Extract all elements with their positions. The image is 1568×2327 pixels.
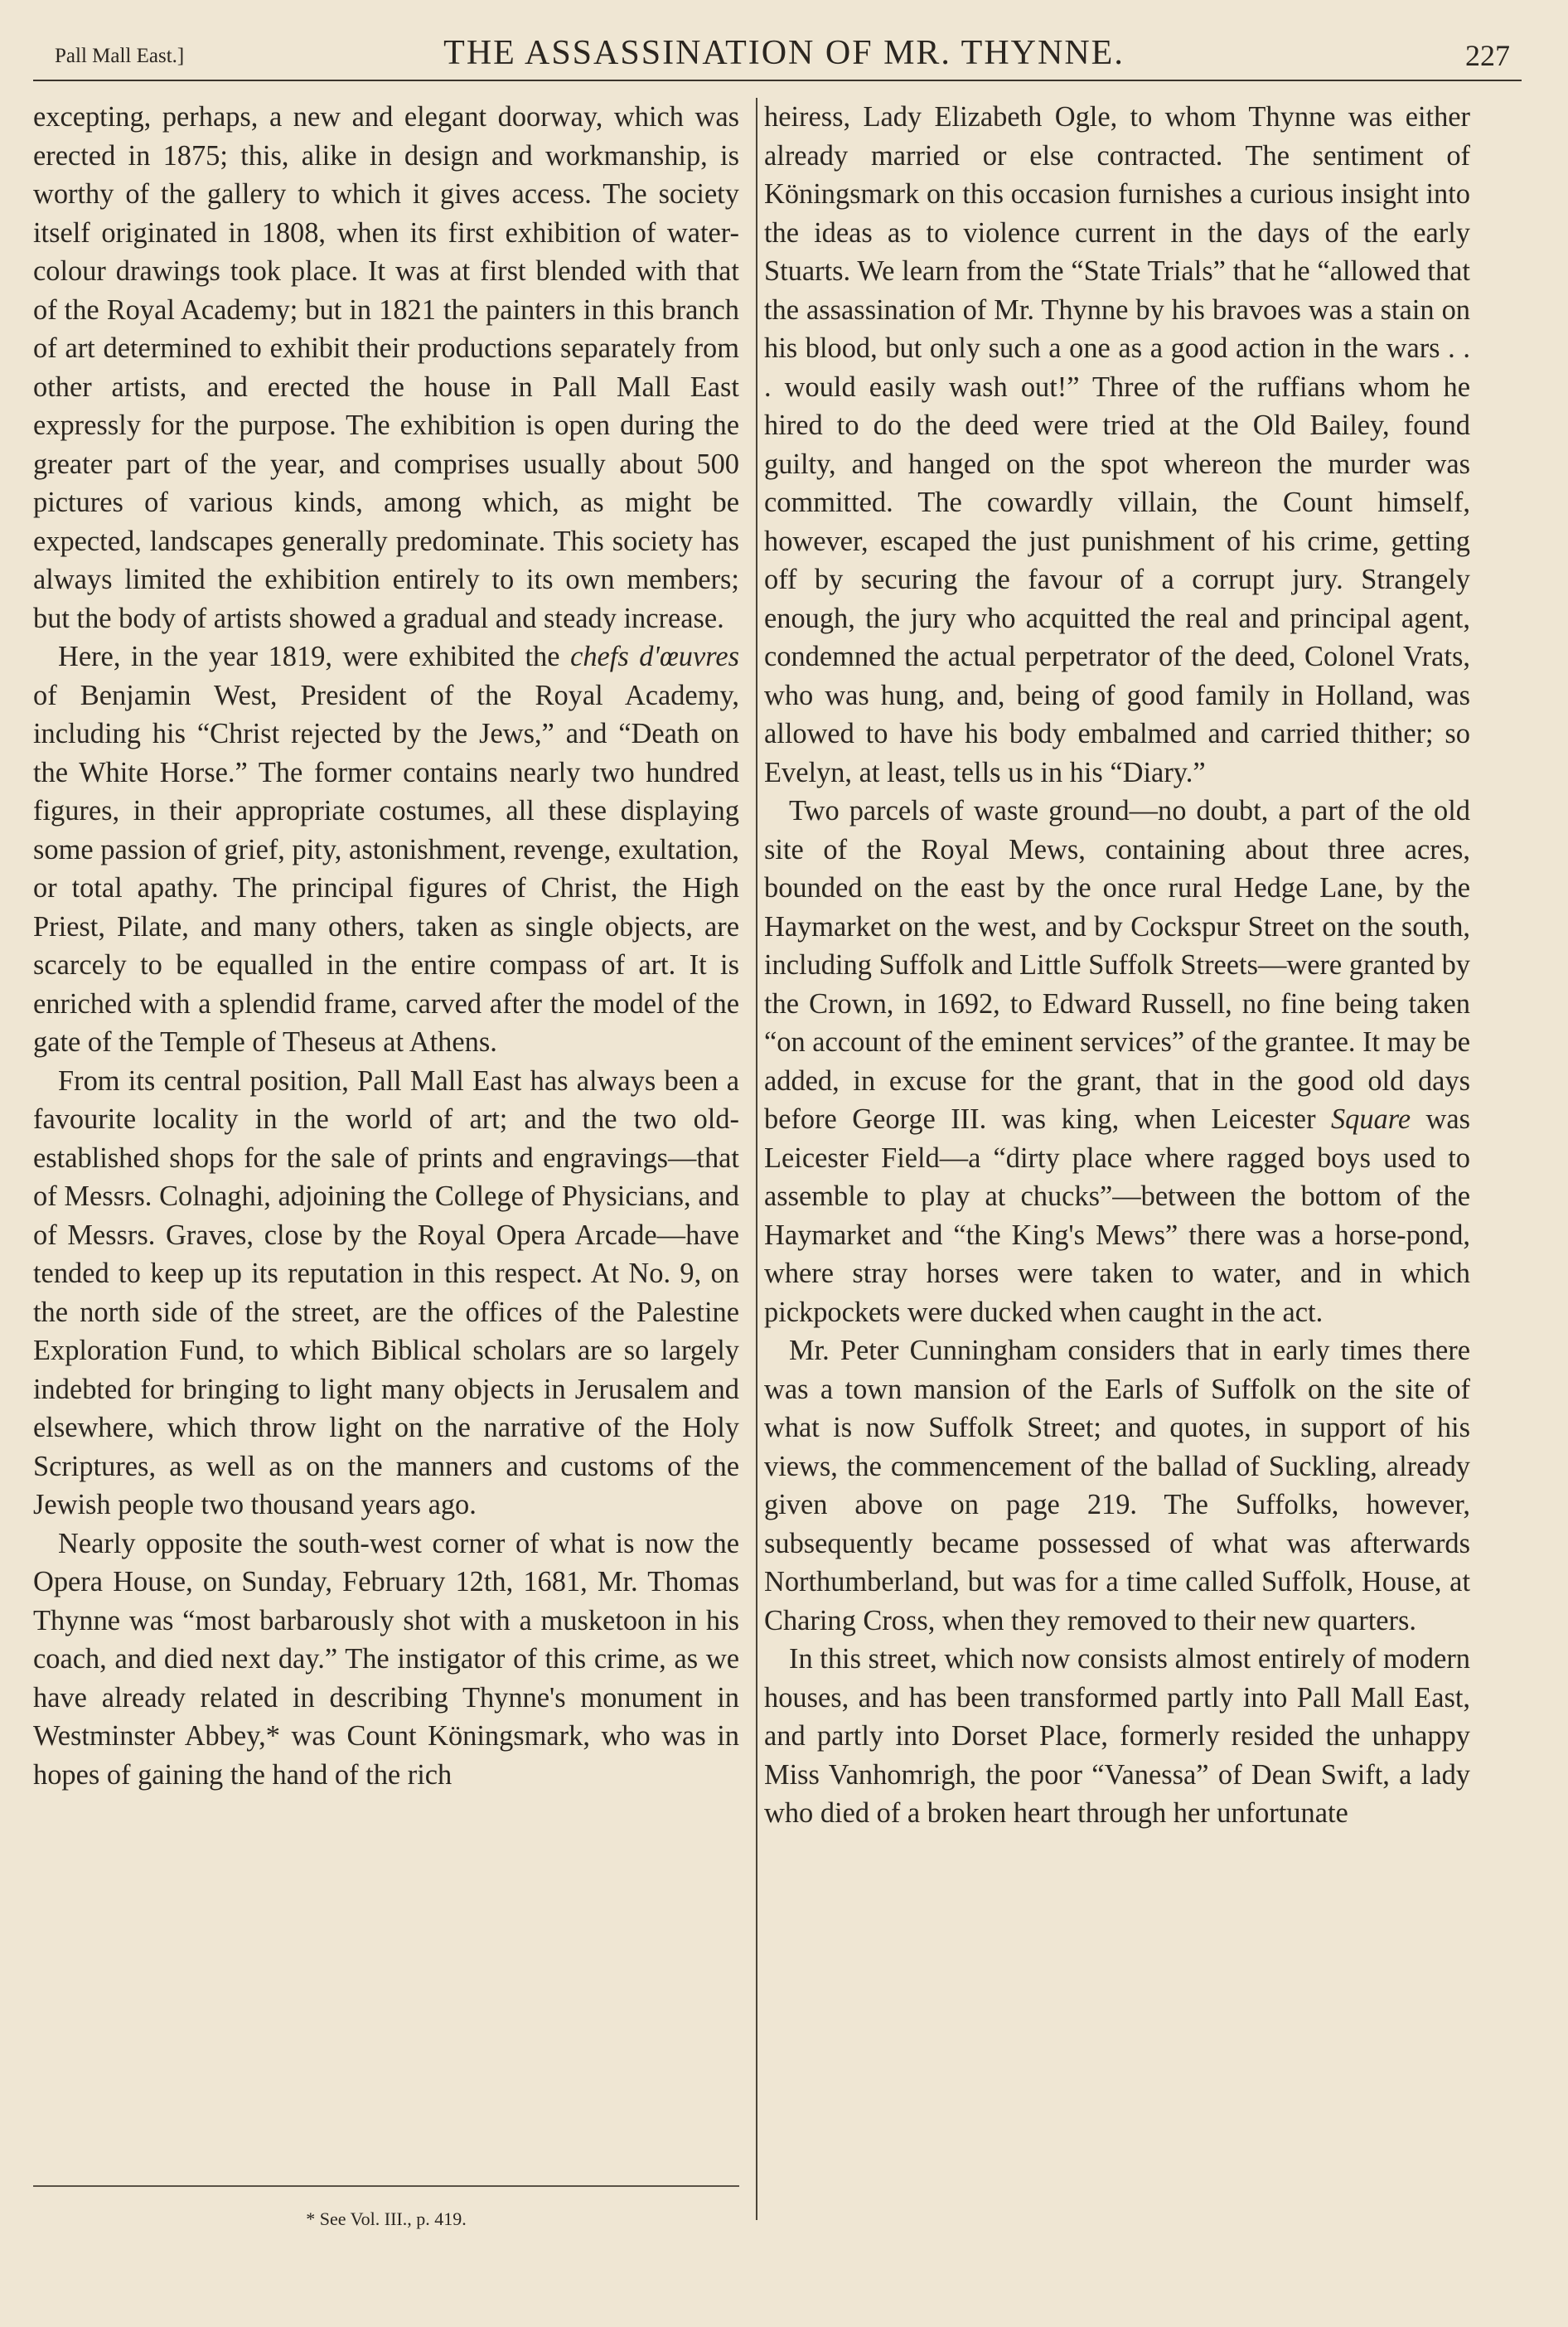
right-column <box>764 98 1470 1833</box>
header-rule <box>33 80 1522 81</box>
paragraph: From its central position, Pall Mall East has always been a favourite locality in the world of art; and the two old-established shops for the sale of prints and engravings—that of Messrs. Colnaghi, adjoining the College of Physicians, and of Messrs. Graves, close by the Royal Opera Arcade—have tended to keep up its reputation in this respect. At No. 9, on the north side of the street, are the offices of the Palestine Exploration Fund, to which Biblical scholars are so largely indebted for bringing to light many objects in Jerusalem and elsewhere, which throw light on the narrative of the Holy Scriptures, as well as on the manners and customs of the Jewish people two thousand years ago. <box>33 1064 739 1520</box>
footnote-rule <box>33 2185 739 2187</box>
paragraph-text: of Benjamin West, President of the Royal Academy, including his “Christ rejected by the Jews,” and “Death on the White Horse.” The former contains nearly two hundred figures, in their appropriate costumes, all these displaying some passion of grief, pity, astonishment, revenge, exultation, or total apathy. The principal figures of Christ, the High Priest, Pilate, and many others, taken as single objects, are scarcely to be equalled in the entire compass of art. It is enriched with a splendid frame, carved after the model of the gate of the Temple of Theseus at Athens. <box>33 679 739 1058</box>
paragraph-text: was Leicester Field—a “dirty place where ragged boys used to assemble to play at chucks”—between the bottom of the Haymarket and “the King's Mews” there was a horse-pond, where stray horses were taken to water, and in which pickpockets were ducked when caught in the act. <box>764 1103 1470 1328</box>
column-divider <box>756 98 757 2220</box>
paragraph: Nearly opposite the south-west corner of what is now the Opera House, on Sunday, February 12th, 1681, Mr. Thomas Thynne was “most barbarously shot with a musketoon in his coach, and died next day.” The instigator of this crime, as we have already related in describing Thynne's monument in Westminster Abbey,* was Count Köningsmark, who was in hopes of gaining the hand of the rich <box>33 1527 739 1791</box>
italic-text: chefs d'œuvres <box>570 641 739 672</box>
italic-text: Square <box>1330 1103 1411 1135</box>
left-column <box>33 98 739 1794</box>
paragraph: heiress, Lady Elizabeth Ogle, to whom Thynne was either already married or else contracted. The sentiment of Köningsmark on this occasion furnishes a curious insight into the ideas as to violence current in the days of the early Stuarts. We learn from the “State Trials” that he “allowed that the assassination of Mr. Thynne by his bravoes was a stain on his blood, but only such a one as a good action in the wars . . . would easily wash out!” Three of the ruffians whom he hired to do the deed were tried at the Old Bailey, found guilty, and hanged on the spot whereon the murder was committed. The cowardly villain, the Count himself, however, escaped the just punishment of his crime, getting off by securing the favour of a corrupt jury. Strangely enough, the jury who acquitted the real and principal agent, condemned the actual perpetrator of the deed, Colonel Vrats, who was hung, and, being of good family in Holland, was allowed to have his body embalmed and carried thither; so Evelyn, at least, tells us in his “Diary.” <box>764 101 1470 788</box>
paragraph: Mr. Peter Cunningham considers that in early times there was a town mansion of the Earls of Suffolk on the site of what is now Suffolk Street; and quotes, in support of his views, the commencement of the ballad of Suckling, already given above on page 219. The Suffolks, however, subsequently became possessed of what was afterwards Northumberland, but was for a time called Suffolk, House, at Charing Cross, when they removed to their new quarters. <box>764 1335 1470 1636</box>
paragraph <box>33 638 739 1062</box>
paragraph: In this street, which now consists almost entirely of modern houses, and has been transformed partly into Pall Mall East, and partly into Dorset Place, formerly resided the unhappy Miss Vanhomrigh, the poor “Vanessa” of Dean Swift, a lady who died of a broken heart through her unfortunate <box>764 1643 1470 1829</box>
page-number: 227 <box>1465 39 1510 72</box>
page-title: THE ASSASSINATION OF MR. THYNNE. <box>443 34 1125 72</box>
paragraph-text: Here, in the year 1819, were exhibited the <box>58 641 571 672</box>
footnote: * See Vol. III., p. 419. <box>306 2208 467 2229</box>
paragraph-text: Two parcels of waste ground—no doubt, a part of the old site of the Royal Mews, containing about three acres, bounded on the east by the once rural Hedge Lane, by the Haymarket on the west, and by Cockspur Street on the south, including Suffolk and Little Suffolk Streets—were granted by the Crown, in 1692, to Edward Russell, no fine being taken “on account of the eminent services” of the grantee. It may be added, in excuse for the grant, that in the good old days before George III. was king, when Leicester <box>764 795 1470 1135</box>
running-header <box>50 33 1518 80</box>
paragraph: excepting, perhaps, a new and elegant doorway, which was erected in 1875; this, alike in design and workmanship, is worthy of the gallery to which it gives access. The society itself originated in 1808, when its first exhibition of water-colour drawings took place. It was at first blended with that of the Royal Academy; but in 1821 the painters in this branch of art determined to exhibit their productions separately from other artists, and erected the house in Pall Mall East expressly for the purpose. The exhibition is open during the greater part of the year, and comprises usually about 500 pictures of various kinds, among which, as might be expected, landscapes generally predominate. This society has always limited the exhibition entirely to its own members; but the body of artists showed a gradual and steady increase. <box>33 101 739 634</box>
header-section: Pall Mall East.] <box>55 45 185 67</box>
paragraph <box>764 792 1470 1331</box>
